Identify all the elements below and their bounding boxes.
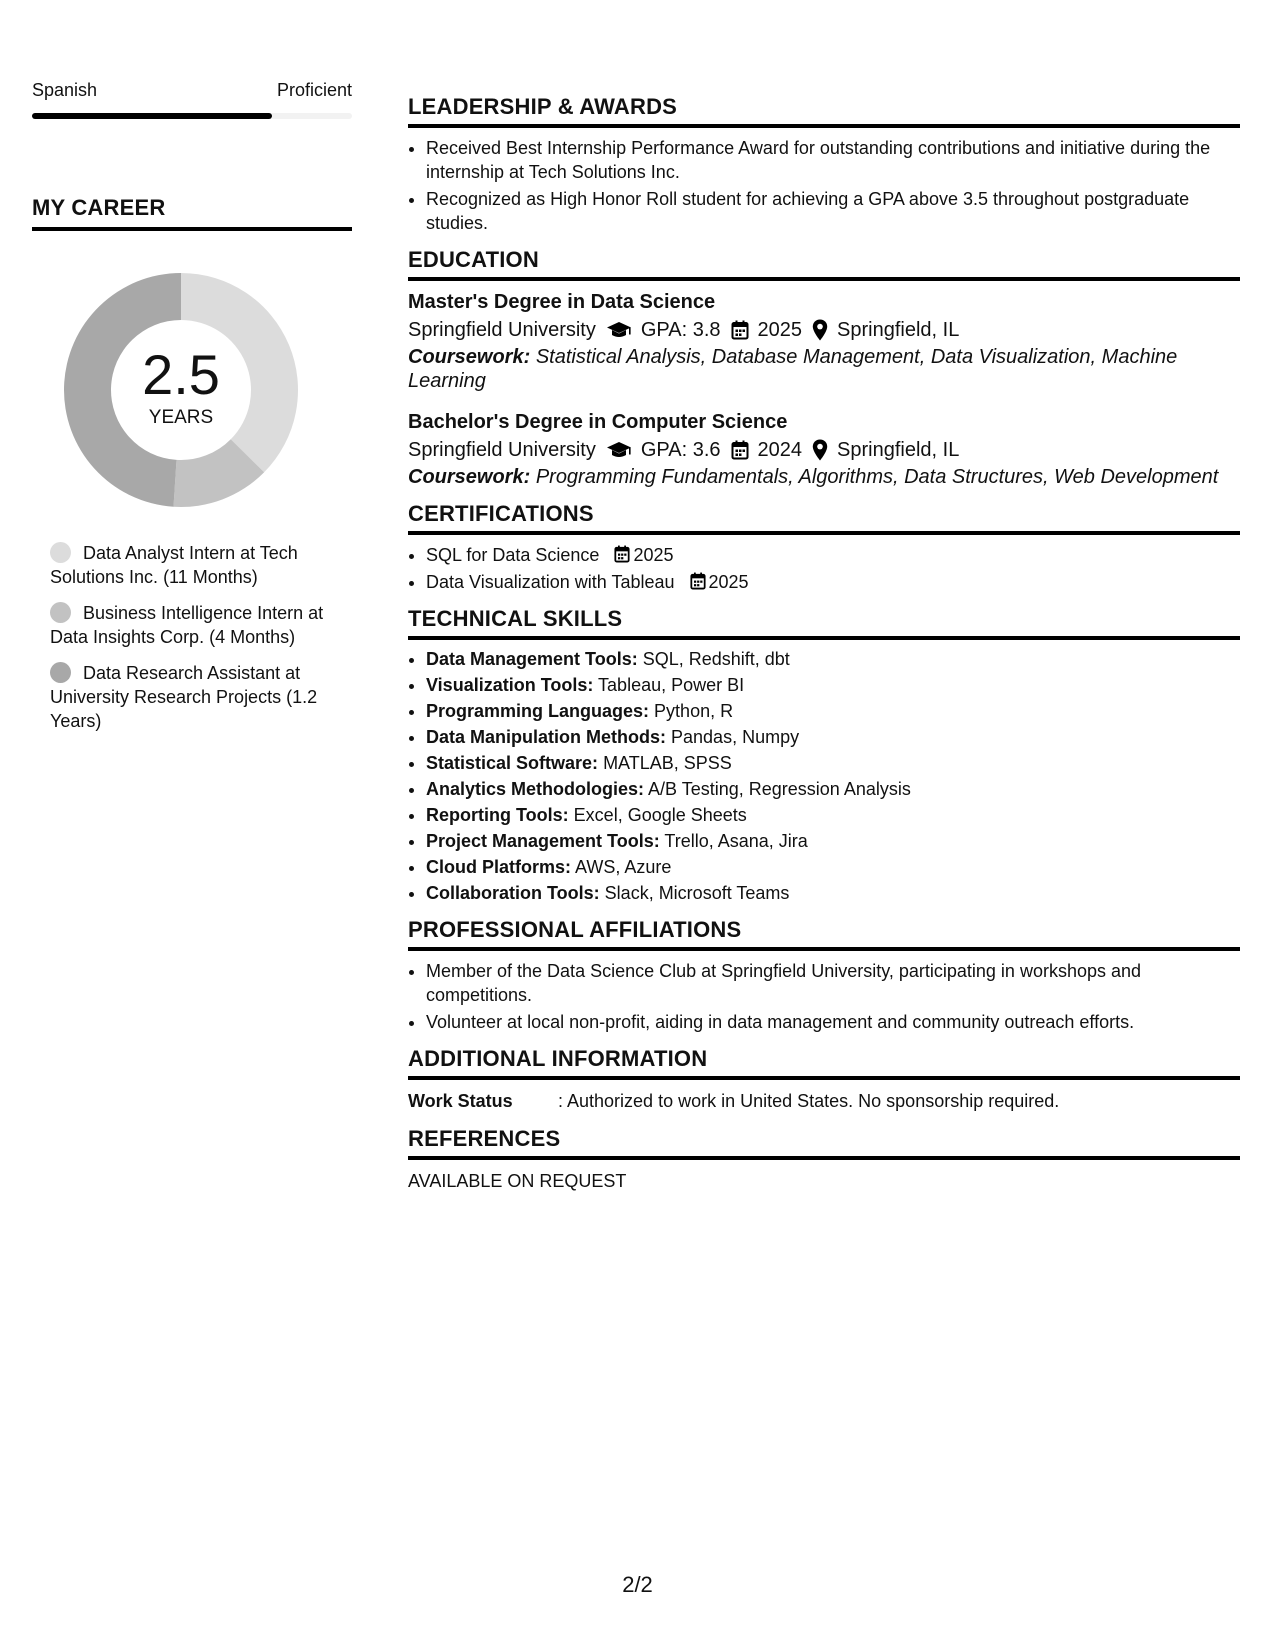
work-status-value: : Authorized to work in United States. No sponsorship required. (558, 1091, 1060, 1111)
affiliations-list (408, 959, 1240, 1034)
coursework-label: Coursework: (408, 466, 531, 488)
coursework-list: Statistical Analysis, Database Management, Data Visualization, Machine Learning (408, 346, 1178, 392)
legend-swatch (50, 662, 71, 683)
calendar-icon (690, 572, 706, 590)
language-proficiency-bar (32, 113, 352, 119)
skills-heading: TECHNICAL SKILLS (408, 606, 1240, 640)
education-item (408, 409, 1240, 489)
skill-label: Reporting Tools: (426, 805, 569, 825)
skill-value: Tableau, Power BI (598, 675, 745, 695)
education-item (408, 289, 1240, 393)
skill-item (426, 778, 1240, 801)
certification-item (426, 570, 1240, 594)
skill-label: Cloud Platforms: (426, 857, 572, 877)
main-content (408, 94, 1240, 1194)
career-legend-item (50, 601, 340, 649)
career-total-unit: YEARS (148, 407, 214, 428)
coursework-list: Programming Fundamentals, Algorithms, Data Structures, Web Development (535, 466, 1219, 488)
skill-value: Slack, Microsoft Teams (604, 883, 790, 903)
skill-label: Collaboration Tools: (426, 883, 600, 903)
skill-label: Statistical Software: (426, 753, 599, 773)
education-heading: EDUCATION (408, 247, 1240, 281)
skill-item (426, 830, 1240, 853)
school-name: Springfield University (408, 439, 596, 461)
legend-swatch (50, 542, 71, 563)
skill-value: Pandas, Numpy (671, 727, 800, 747)
coursework-label: Coursework: (408, 346, 531, 368)
school-location: Springfield, IL (837, 439, 960, 461)
calendar-icon (614, 545, 630, 563)
coursework (408, 465, 1240, 489)
work-status-row (408, 1088, 1240, 1114)
education-list (408, 289, 1240, 489)
school-name: Springfield University (408, 319, 596, 341)
skill-item (426, 752, 1240, 775)
list-item: • Received Best Internship Performance Award for outstanding contributions and initiative during the internship at Tech Solutions Inc. (426, 136, 1240, 184)
career-legend-item (50, 541, 340, 589)
skill-item (426, 726, 1240, 749)
certifications-list (408, 543, 1240, 594)
skill-value: Trello, Asana, Jira (664, 831, 808, 851)
language-level: Proficient (276, 80, 352, 100)
skill-value: MATLAB, SPSS (603, 753, 732, 773)
skill-item (426, 674, 1240, 697)
career-legend-item (50, 661, 340, 733)
certification-item (426, 543, 1240, 567)
skill-value: AWS, Azure (575, 857, 672, 877)
legend-label: Data Research Assistant at University Research Projects (1.2 Years) (50, 663, 318, 731)
degree-title: Bachelor's Degree in Computer Science (408, 411, 788, 433)
skills-list (408, 648, 1240, 905)
skill-value: Python, R (654, 701, 734, 721)
skill-label: Project Management Tools: (426, 831, 660, 851)
language-name: Spanish (32, 80, 98, 100)
legend-swatch (50, 602, 71, 623)
school-location: Springfield, IL (837, 319, 960, 341)
language-skill (32, 80, 352, 119)
work-status-label: Work Status (408, 1091, 513, 1111)
gpa: GPA: 3.6 (640, 439, 721, 461)
references-text: AVAILABLE ON REQUEST (408, 1171, 627, 1191)
degree-title: Master's Degree in Data Science (408, 291, 716, 313)
calendar-icon (731, 320, 749, 340)
skill-value: A/B Testing, Regression Analysis (648, 779, 911, 799)
affiliations-heading: PROFESSIONAL AFFILIATIONS (408, 917, 1240, 951)
certification-name: Data Visualization with Tableau (426, 572, 675, 592)
calendar-icon (731, 440, 749, 460)
graduation-cap-icon (606, 441, 632, 459)
graduation-year: 2024 (757, 439, 803, 461)
career-donut-chart (56, 265, 306, 515)
page-number: 2/2 (622, 1572, 653, 1597)
gpa: GPA: 3.8 (640, 319, 721, 341)
career-legend (50, 541, 340, 733)
list-item: • Member of the Data Science Club at Springfield University, participating in workshops and competitions. (426, 959, 1240, 1007)
location-pin-icon (812, 319, 828, 341)
certification-name: SQL for Data Science (426, 545, 600, 565)
skill-label: Data Management Tools: (426, 649, 638, 669)
references-heading: REFERENCES (408, 1126, 1240, 1160)
list-item: • Volunteer at local non-profit, aiding in data management and community outreach efforts. (426, 1010, 1240, 1034)
skill-label: Data Manipulation Methods: (426, 727, 666, 747)
graduation-cap-icon (606, 321, 632, 339)
skill-item (426, 882, 1240, 905)
skill-label: Visualization Tools: (426, 675, 594, 695)
skill-value: Excel, Google Sheets (573, 805, 747, 825)
skill-value: SQL, Redshift, dbt (642, 649, 790, 669)
certifications-heading: CERTIFICATIONS (408, 501, 1240, 535)
legend-label: Data Analyst Intern at Tech Solutions Inc. (11 Months) (50, 543, 298, 587)
certification-year: 2025 (633, 545, 674, 565)
skill-label: Programming Languages: (426, 701, 650, 721)
legend-label: Business Intelligence Intern at Data Insights Corp. (4 Months) (50, 603, 324, 647)
skill-item (426, 856, 1240, 879)
certification-year: 2025 (708, 572, 749, 592)
additional-info-heading: ADDITIONAL INFORMATION (408, 1046, 1240, 1080)
skill-item (426, 648, 1240, 671)
leadership-list (408, 136, 1240, 235)
leadership-heading: LEADERSHIP & AWARDS (408, 94, 1240, 128)
coursework (408, 345, 1240, 393)
location-pin-icon (812, 439, 828, 461)
graduation-year: 2025 (757, 319, 803, 341)
skill-item (426, 700, 1240, 723)
skill-label: Analytics Methodologies: (426, 779, 645, 799)
skill-item (426, 804, 1240, 827)
career-total-value: 2.5 (142, 343, 220, 406)
list-item: • Recognized as High Honor Roll student for achieving a GPA above 3.5 throughout postgraduate studies. (426, 187, 1240, 235)
sidebar (32, 80, 352, 745)
career-heading: MY CAREER (32, 195, 352, 231)
language-proficiency-fill (32, 113, 272, 119)
